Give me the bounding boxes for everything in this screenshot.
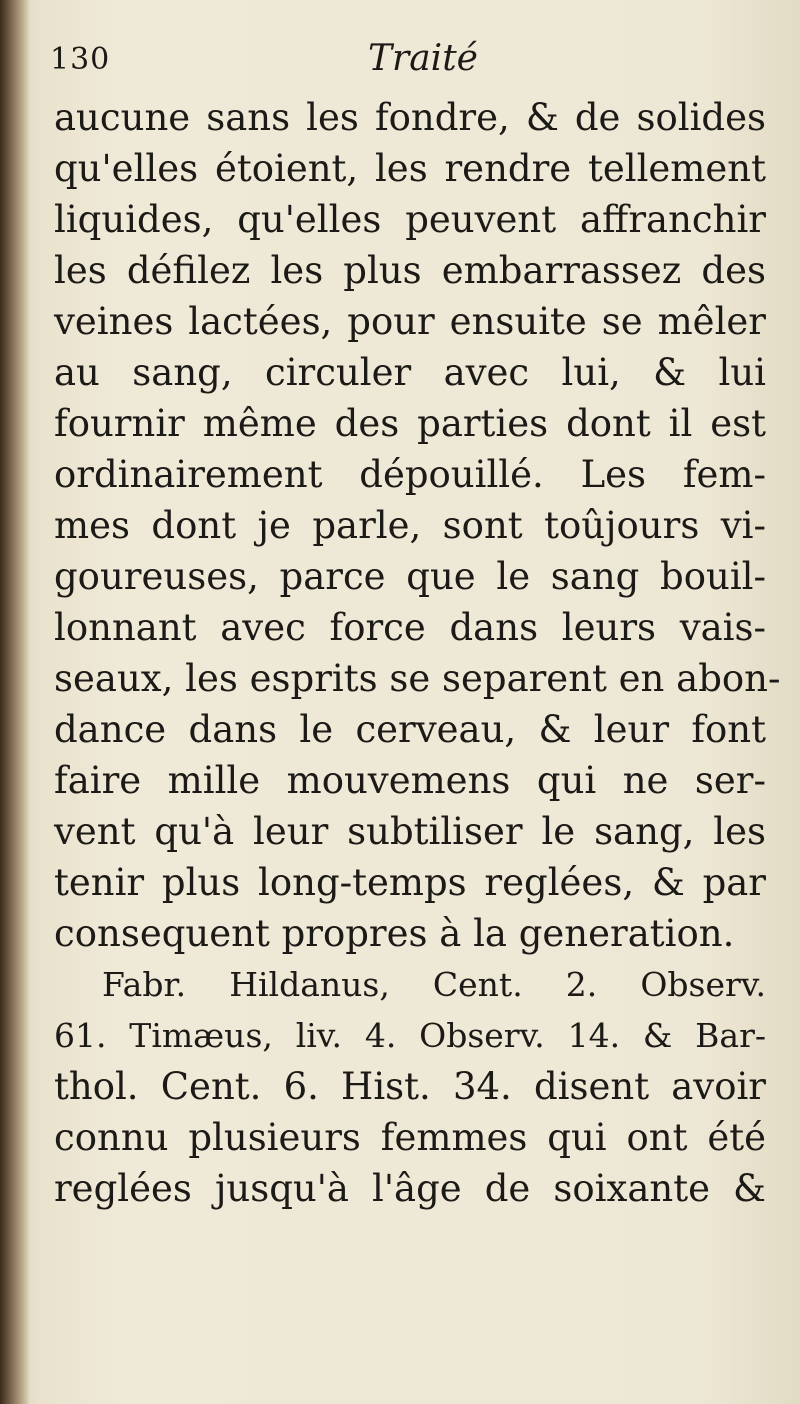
text-line: consequent propres à la generation. <box>54 912 735 955</box>
text-line: fournir même des parties dont il est <box>54 402 766 445</box>
text-line: tenir plus long-temps reglées, & par <box>54 861 766 904</box>
text-line: au sang, circuler avec lui, & lui <box>54 351 766 394</box>
text-line: connu plusieurs femmes qui ont été <box>54 1116 766 1159</box>
body-text <box>54 92 781 1214</box>
text-line: ordinairement dépouillé. Les fem- <box>54 453 766 496</box>
page-number: 130 <box>50 42 111 77</box>
text-line: veines lactées, pour ensuite se mêler <box>54 300 766 343</box>
text-line: goureuses, parce que le sang bouil- <box>54 555 766 598</box>
page-header <box>50 38 770 88</box>
text-line: faire mille mouvemens qui ne ser- <box>54 759 766 802</box>
page-binding-edge <box>0 0 30 1404</box>
text-line: seaux, les esprits se separent en abon- <box>54 657 781 700</box>
citation-line: Fabr. Hildanus, Cent. 2. Observ. <box>102 965 766 1004</box>
text-line: aucune sans les fondre, & de solides <box>54 96 766 139</box>
text-line: vent qu'à leur subtiliser le sang, les <box>54 810 766 853</box>
text-line: dance dans le cerveau, & leur font <box>54 708 766 751</box>
text-line: liquides, qu'elles peuvent affranchir <box>54 198 766 241</box>
text-line: lonnant avec force dans leurs vais- <box>54 606 766 649</box>
text-line: les défilez les plus embarrassez des <box>54 249 766 292</box>
text-line: mes dont je parle, sont toûjours vi- <box>54 504 766 547</box>
running-title: Traité <box>368 38 478 79</box>
citation-line: 61. Timæus, liv. 4. Observ. 14. & Bar- <box>54 1016 766 1055</box>
text-line: reglées jusqu'à l'âge de soixante & <box>54 1167 766 1210</box>
text-line: qu'elles étoient, les rendre tellement <box>54 147 766 190</box>
text-line: thol. Cent. 6. Hist. 34. disent avoir <box>54 1065 766 1108</box>
